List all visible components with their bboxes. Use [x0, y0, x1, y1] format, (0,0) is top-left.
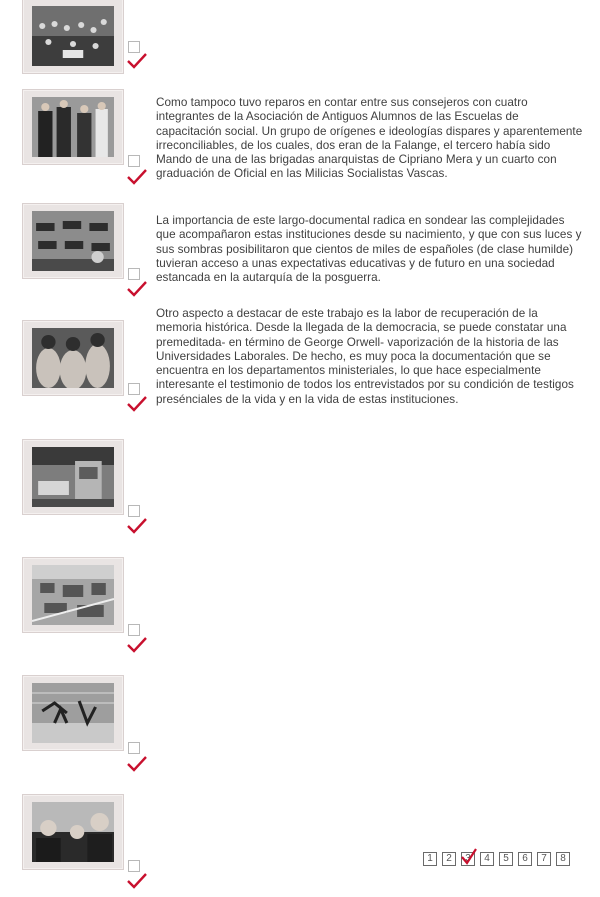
page-button-3-current[interactable]	[461, 852, 475, 866]
thumbnail-5-checkbox[interactable]	[128, 505, 140, 517]
page-button-8[interactable]: 8	[556, 852, 570, 866]
photo-gymnastics-icon	[32, 683, 114, 743]
pagination	[423, 852, 570, 866]
check-mark-icon	[127, 637, 147, 653]
thumbnail-6[interactable]	[22, 557, 124, 633]
check-mark-icon	[127, 281, 147, 297]
thumbnail-6-checkbox[interactable]	[128, 624, 140, 636]
thumbnail-7-checkbox[interactable]	[128, 742, 140, 754]
thumbnail-1-checkbox[interactable]	[128, 41, 140, 53]
check-mark-icon	[127, 396, 147, 412]
check-mark-icon	[127, 873, 147, 889]
page-button-7[interactable]: 7	[537, 852, 551, 866]
check-mark-icon	[127, 518, 147, 534]
page-button-6[interactable]: 6	[518, 852, 532, 866]
photo-men-portrait-icon	[32, 802, 114, 862]
check-mark-icon	[127, 169, 147, 185]
thumbnail-2[interactable]	[22, 89, 124, 165]
page-button-2[interactable]: 2	[442, 852, 456, 866]
article-paragraph-3: Otro aspecto a destacar de este trabajo es la labor de recuperación de la memoria histórica. Desde la llegada de la democracia, se puede constatar una premeditada- en término de George Orwell- vaporización de la historia de las Universidades Laborales. De hecho, es muy poca la documentación que se encuentra en los departamentos ministeriales, lo que hace especialmente interesante el testimonio de todos los entrevistados por su condición de testigos presénciales de la vida y en la vida de estas instituciones.	[156, 307, 574, 406]
thumbnail-2-checkbox[interactable]	[128, 155, 140, 167]
thumbnail-4-checkbox[interactable]	[128, 383, 140, 395]
thumbnail-3[interactable]	[22, 203, 124, 279]
page-button-3-label: 3	[465, 853, 471, 864]
photo-typing-room-icon	[32, 211, 114, 271]
page-button-5[interactable]: 5	[499, 852, 513, 866]
check-mark-icon	[127, 756, 147, 772]
thumbnail-8-checkbox[interactable]	[128, 860, 140, 872]
check-mark-icon	[127, 53, 147, 69]
thumbnail-8[interactable]	[22, 794, 124, 870]
article-paragraph-1: Como tampoco tuvo reparos en contar entre sus consejeros con cuatro integrantes de la Asociación de Antiguos Alumnos de las Escuelas de capacitación social. Un grupo de orígenes e ideologías dispares y aparentemente irreconciliables, de los cuales, dos eran de la Falange, el tercero había sido Mando de una de las brigadas anarquistas de Cipriano Mera y un cuarto con graduación de Oficial en las Milicias Socialistas Vascas.	[156, 96, 583, 181]
thumbnail-3-checkbox[interactable]	[128, 268, 140, 280]
photo-machine-workshop-icon	[32, 447, 114, 507]
photo-aerial-campus-icon	[32, 565, 114, 625]
photo-classroom-crowd-icon	[32, 6, 114, 66]
thumbnail-4[interactable]	[22, 320, 124, 396]
thumbnail-5[interactable]	[22, 439, 124, 515]
page-button-4[interactable]: 4	[480, 852, 494, 866]
photo-students-group-icon	[32, 97, 114, 157]
thumbnail-7[interactable]	[22, 675, 124, 751]
check-mark-icon	[460, 847, 478, 865]
thumbnail-1[interactable]	[22, 0, 124, 74]
article-paragraph-2: La importancia de este largo-documental radica en sondear las complejidades que acompañaron estas instituciones desde su nacimiento, y que con sus luces y sus sombras posibilitaron que cientos de miles de españoles (de clase humilde) tuvieran acceso a unas expectativas educativas y de futuro en una sociedad estancada en la autarquía de la posguerra.	[156, 214, 582, 285]
photo-shirtless-boys-icon	[32, 328, 114, 388]
page-button-1[interactable]: 1	[423, 852, 437, 866]
